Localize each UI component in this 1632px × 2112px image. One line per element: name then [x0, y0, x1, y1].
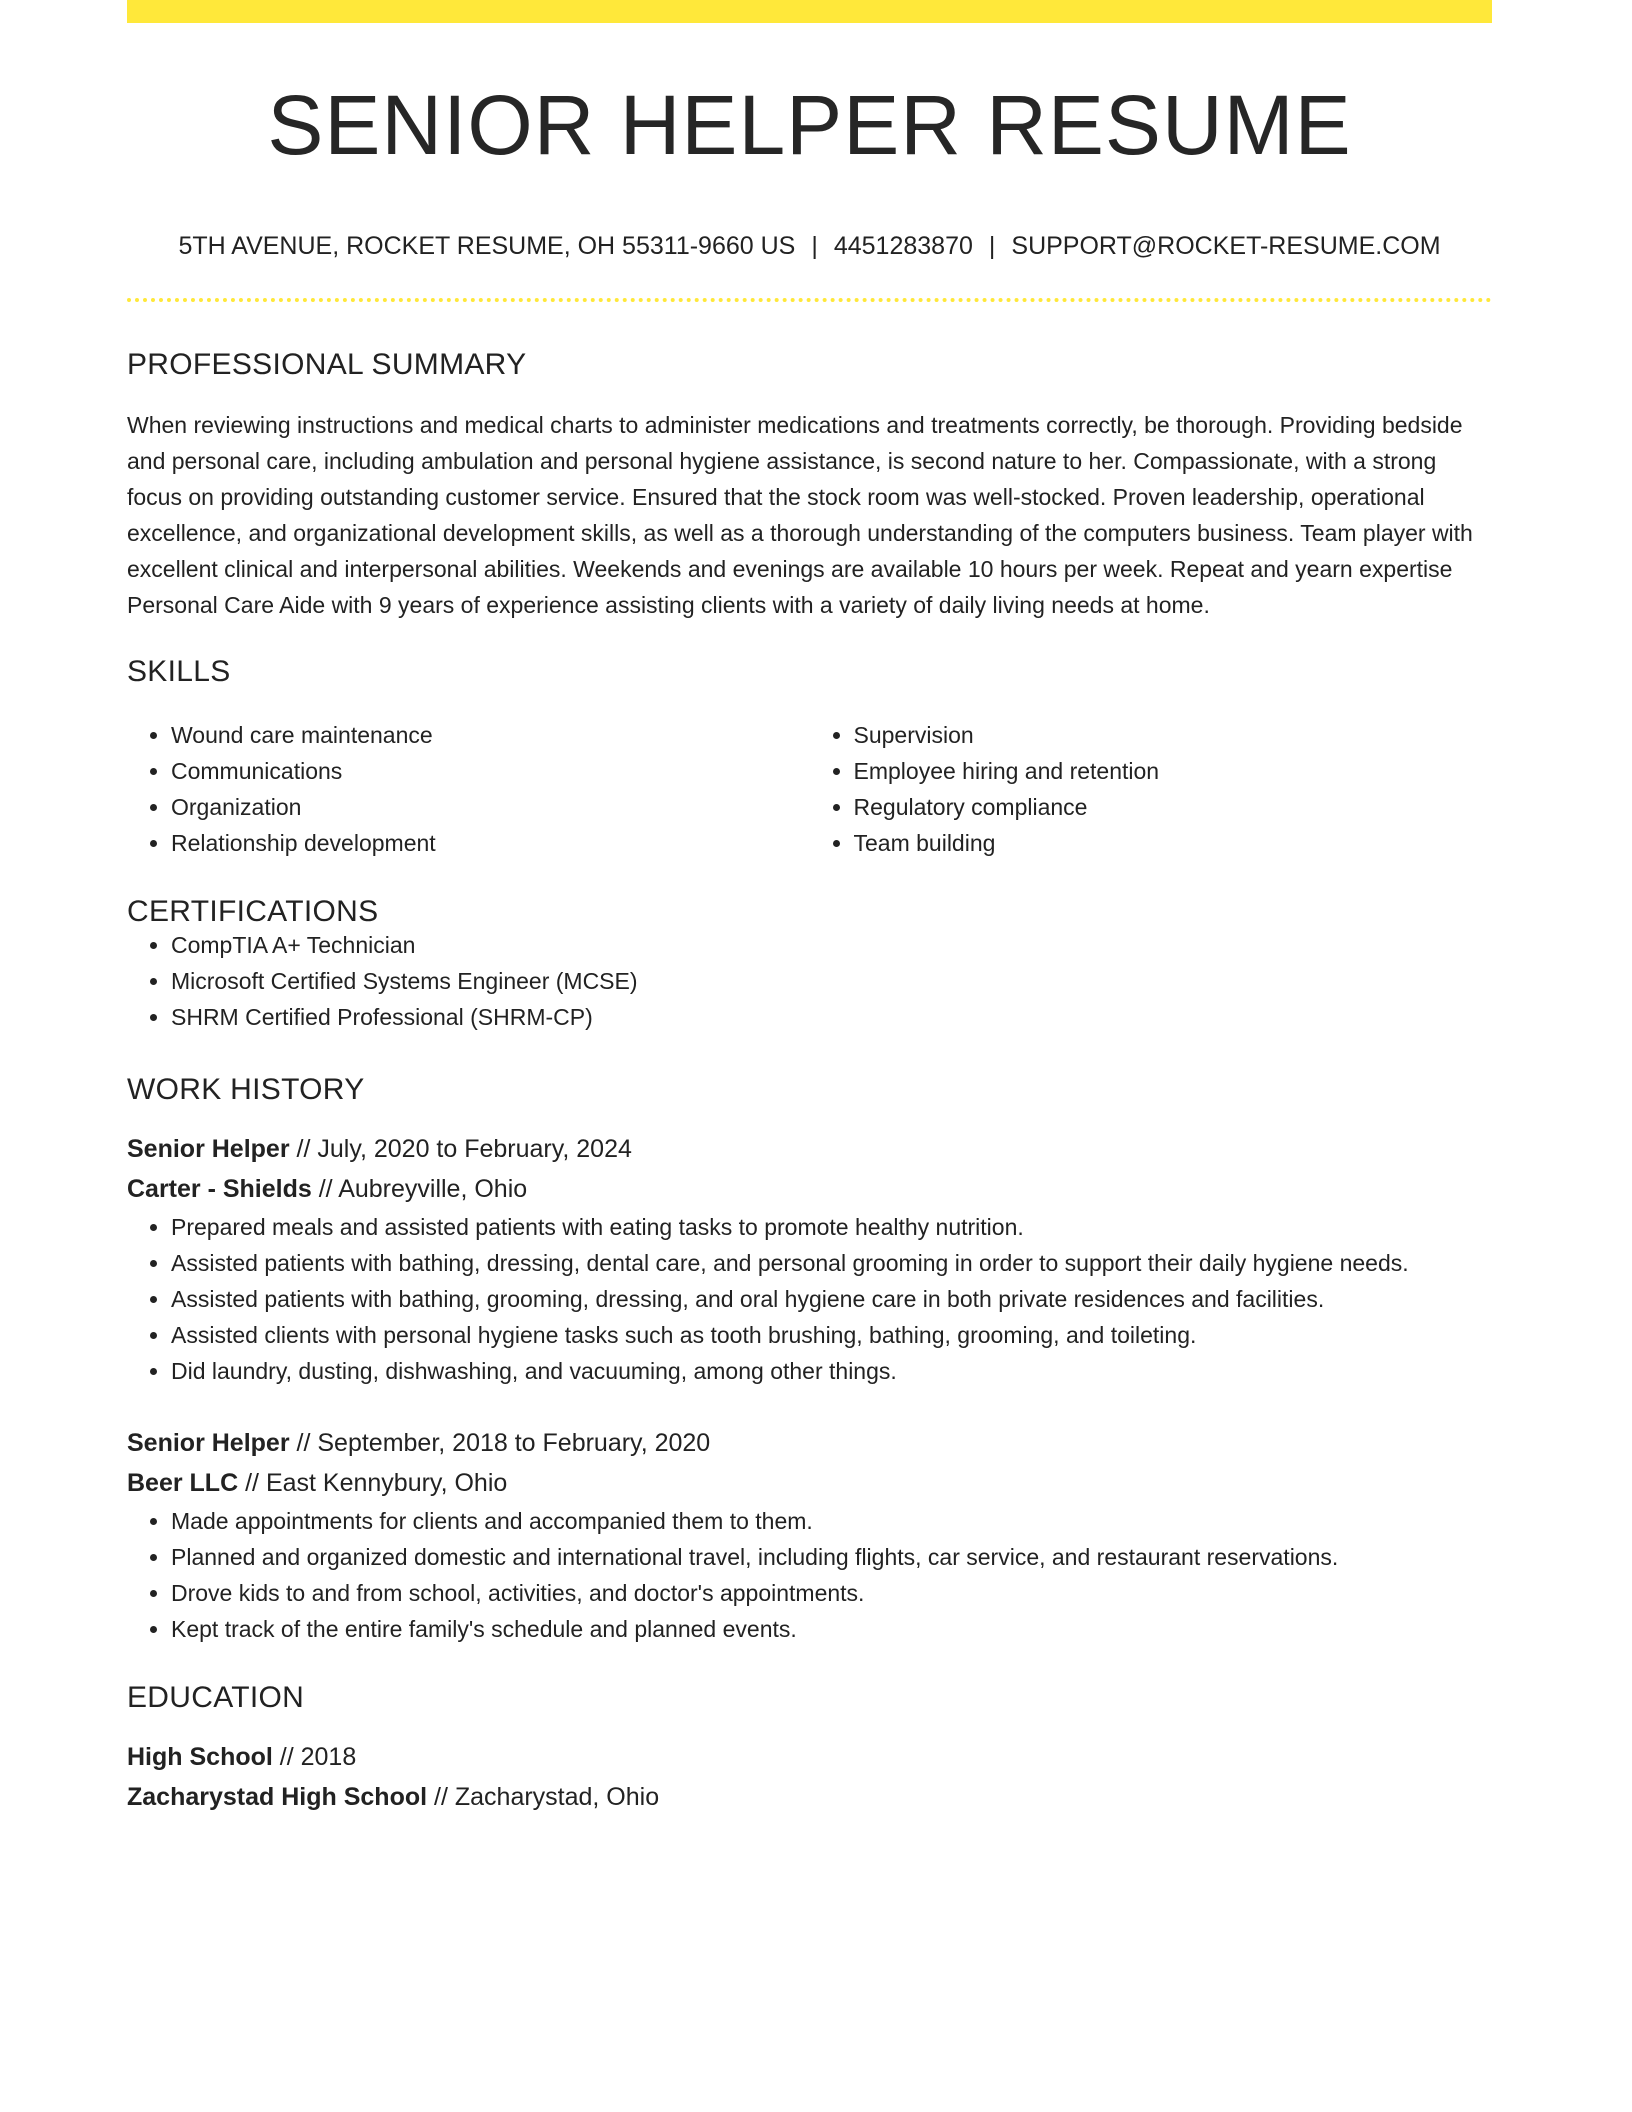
job-separator: //: [289, 1135, 318, 1163]
education-separator: //: [272, 1743, 301, 1771]
job-company: Carter - Shields: [127, 1175, 312, 1203]
job-separator: //: [289, 1429, 318, 1457]
job-title-line: [127, 1129, 1492, 1169]
job-dates: July, 2020 to February, 2024: [317, 1135, 632, 1163]
education-location: Zacharystad, Ohio: [454, 1783, 660, 1811]
job-location: East Kennybury, Ohio: [265, 1469, 508, 1497]
contact-email: SUPPORT@ROCKET-RESUME.COM: [1011, 232, 1441, 260]
education-degree: High School: [127, 1743, 273, 1771]
skill-item: • Team building: [854, 825, 1493, 861]
education-school: Zacharystad High School: [127, 1783, 428, 1811]
job-company-line: [127, 1463, 1492, 1503]
job-duties-list: [127, 1209, 1492, 1389]
job-duty: • Assisted clients with personal hygiene tasks such as tooth brushing, bathing, grooming, and toileting.: [171, 1317, 1492, 1353]
job-duty: • Made appointments for clients and accompanied them to them.: [171, 1503, 1492, 1539]
skills-right-list: [810, 717, 1493, 861]
job-separator: //: [238, 1469, 266, 1497]
job-company-line: [127, 1169, 1492, 1209]
work-history-heading: WORK HISTORY: [127, 1073, 365, 1106]
skill-item: • Relationship development: [171, 825, 810, 861]
education-degree-line: [127, 1737, 1492, 1777]
job-location: Aubreyville, Ohio: [338, 1175, 528, 1203]
job-duties-list: [127, 1503, 1492, 1647]
skills-columns: [127, 717, 1492, 861]
contact-separator: |: [988, 232, 996, 260]
education-school-line: [127, 1777, 1492, 1817]
skill-item: • Communications: [171, 753, 810, 789]
certification-item: • Microsoft Certified Systems Engineer (MCSE): [171, 963, 1492, 999]
skill-item: • Employee hiring and retention: [854, 753, 1493, 789]
skill-item: • Organization: [171, 789, 810, 825]
job-dates: September, 2018 to February, 2020: [317, 1429, 711, 1457]
job-role: Senior Helper: [127, 1135, 290, 1163]
education-year: 2018: [300, 1743, 357, 1771]
contact-line: [127, 234, 1492, 259]
job-role: Senior Helper: [127, 1429, 290, 1457]
job-duty: • Prepared meals and assisted patients with eating tasks to promote healthy nutrition.: [171, 1209, 1492, 1245]
accent-bar: [127, 0, 1492, 23]
skills-left-list: [127, 717, 810, 861]
resume-page: [127, 0, 1492, 1817]
job-separator: //: [311, 1175, 339, 1203]
skill-item: • Supervision: [854, 717, 1493, 753]
job-duty: • Drove kids to and from school, activities, and doctor's appointments.: [171, 1575, 1492, 1611]
contact-separator: |: [811, 232, 818, 260]
contact-address: 5TH AVENUE, ROCKET RESUME, OH 55311-9660 US: [178, 232, 796, 260]
job-duty: • Assisted patients with bathing, grooming, dressing, and oral hygiene care in both private residences and facilities.: [171, 1281, 1492, 1317]
header-divider: [127, 298, 1492, 302]
summary-heading: PROFESSIONAL SUMMARY: [127, 348, 527, 381]
job-duty: • Kept track of the entire family's schedule and planned events.: [171, 1611, 1492, 1647]
job-duty: • Assisted patients with bathing, dressing, dental care, and personal grooming in order to support their daily hygiene needs.: [171, 1245, 1492, 1281]
education-separator: //: [427, 1783, 455, 1811]
job-duty: • Planned and organized domestic and international travel, including flights, car service, and restaurant reservations.: [171, 1539, 1492, 1575]
skill-item: • Wound care maintenance: [171, 717, 810, 753]
certification-item: • SHRM Certified Professional (SHRM-CP): [171, 999, 1492, 1035]
certification-item: • CompTIA A+ Technician: [171, 927, 1492, 963]
resume-name: SENIOR HELPER RESUME: [267, 78, 1352, 172]
certifications-list: [127, 927, 1492, 1035]
job-company: Beer LLC: [127, 1469, 239, 1497]
education-heading: EDUCATION: [127, 1681, 305, 1714]
contact-phone: 4451283870: [833, 232, 973, 260]
certifications-heading: CERTIFICATIONS: [127, 895, 379, 928]
skills-heading: SKILLS: [127, 655, 231, 688]
summary-text: When reviewing instructions and medical charts to administer medications and treatments correctly, be thorough. Providing bedside and personal care, including ambulation and personal hygiene assistance, is second nature to her. Compassionate, with a strong focus on providing outstanding customer service. Ensured that the stock room was well-stocked. Proven leadership, operational excellence, and organizational development skills, as well as a thorough understanding of the computers business. Team player with excellent clinical and interpersonal abilities. Weekends and evenings are available 10 hours per week. Repeat and yearn expertise Personal Care Aide with 9 years of experience assisting clients with a variety of daily living needs at home.: [127, 412, 1473, 618]
job-title-line: [127, 1423, 1492, 1463]
job-duty: • Did laundry, dusting, dishwashing, and vacuuming, among other things.: [171, 1353, 1492, 1389]
skill-item: • Regulatory compliance: [854, 789, 1493, 825]
